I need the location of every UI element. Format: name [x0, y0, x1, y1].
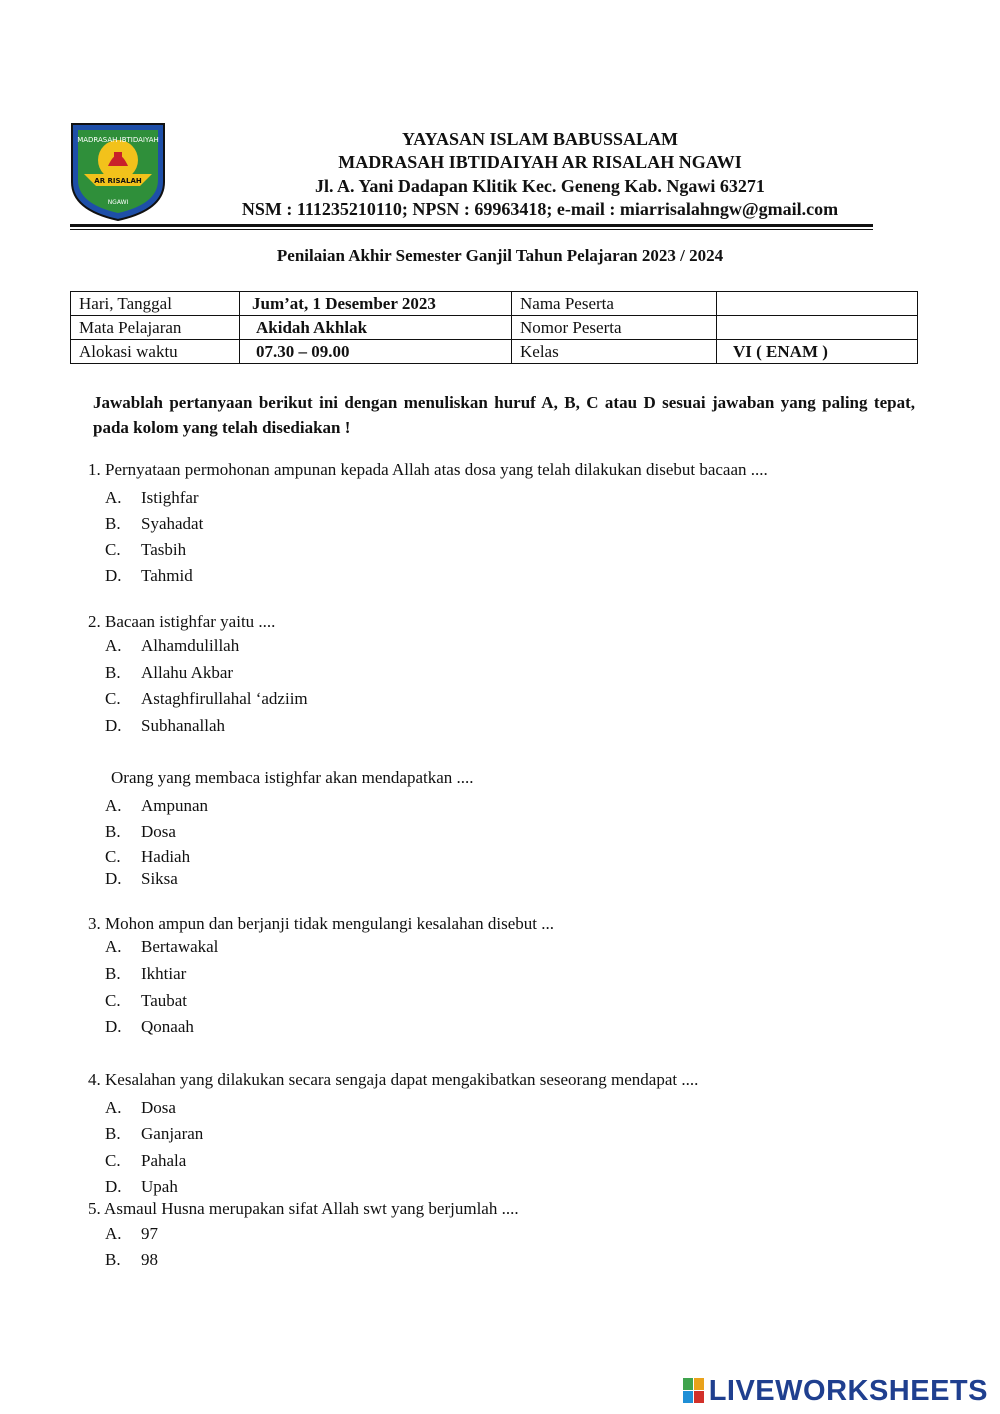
question-text: Orang yang membaca istighfar akan mendapatkan .... [111, 768, 474, 787]
instruction: Jawablah pertanyaan berikut ini dengan menuliskan huruf A, B, C atau D sesuai jawaban yang paling tepat, pada kolom yang telah disediakan ! [93, 393, 915, 437]
answer-option[interactable]: B. Ganjaran [105, 1124, 204, 1143]
participant-name-field[interactable] [717, 292, 918, 316]
answer-option[interactable]: D. Upah [105, 1177, 178, 1196]
table-cell: VI ( ENAM ) [717, 340, 918, 364]
exam-title: Penilaian Akhir Semester Ganjil Tahun Pelajaran 2023 / 2024 [276, 246, 724, 265]
answer-option[interactable]: B. Syahadat [105, 514, 204, 533]
logo-top-text: MADRASAH IBTIDAIYAH [77, 136, 159, 144]
question-text: 4. Kesalahan yang dilakukan secara sengaja dapat mengakibatkan seseorang mendapat .... [88, 1070, 699, 1089]
answer-option[interactable]: D. Qonaah [105, 1017, 194, 1036]
table-cell: Nomor Peserta [512, 316, 717, 340]
question-text: 3. Mohon ampun dan berjanji tidak mengulangi kesalahan disebut ... [88, 914, 554, 933]
answer-option[interactable]: D. Subhanallah [105, 716, 226, 735]
answer-option[interactable]: A. Dosa [105, 1098, 176, 1117]
answer-option[interactable]: A. Bertawakal [105, 937, 219, 956]
answer-option[interactable]: D. Tahmid [105, 566, 193, 585]
answer-option[interactable]: B. Allahu Akbar [105, 663, 234, 682]
question-text: 5. Asmaul Husna merupakan sifat Allah swt yang berjumlah .... [88, 1199, 519, 1218]
answer-option[interactable]: A. Ampunan [105, 796, 209, 815]
answer-option[interactable]: C. Tasbih [105, 540, 187, 559]
table-cell: Akidah Akhlak [240, 316, 512, 340]
answer-option[interactable]: A. Alhamdulillah [105, 636, 240, 655]
answer-option[interactable]: B. Ikhtiar [105, 964, 187, 983]
table-cell: Mata Pelajaran [71, 316, 240, 340]
school-address: Jl. A. Yani Dadapan Klitik Kec. Geneng Kab. Ngawi 63271 [315, 176, 765, 196]
answer-option[interactable]: A. 97 [105, 1224, 158, 1243]
logo-mid-text: AR RISALAH [94, 177, 142, 185]
header-divider [70, 224, 873, 227]
answer-option[interactable]: C. Pahala [105, 1151, 187, 1170]
question-text: 2. Bacaan istighfar yaitu .... [88, 612, 276, 631]
answer-option[interactable]: C. Hadiah [105, 847, 191, 866]
answer-option[interactable]: B. Dosa [105, 822, 176, 841]
answer-option[interactable]: A. Istighfar [105, 488, 199, 507]
exam-info-table [70, 291, 918, 364]
school-identity: NSM : 111235210110; NPSN : 69963418; e-mail : miarrisalahngw@gmail.com [241, 199, 839, 219]
school-logo [70, 122, 166, 222]
table-cell: Jum’at, 1 Desember 2023 [240, 292, 512, 316]
participant-number-field[interactable] [717, 316, 918, 340]
liveworksheets-icon [683, 1378, 705, 1404]
foundation-name: YAYASAN ISLAM BABUSSALAM [401, 129, 679, 149]
table-row [71, 316, 918, 340]
table-cell: Hari, Tanggal [71, 292, 240, 316]
table-row [71, 340, 918, 364]
answer-option[interactable]: D. Siksa [105, 869, 178, 888]
table-row [71, 292, 918, 316]
answer-option[interactable]: C. Taubat [105, 991, 188, 1010]
table-cell: 07.30 – 09.00 [240, 340, 512, 364]
brand-name: LIVEWORKSHEETS [708, 1374, 988, 1407]
liveworksheets-logo [683, 1375, 988, 1407]
question-text: 1. Pernyataan permohonan ampunan kepada Allah atas dosa yang telah dilakukan disebut bacaan .... [88, 460, 768, 479]
school-name: MADRASAH IBTIDAIYAH AR RISALAH NGAWI [338, 152, 742, 172]
table-cell: Nama Peserta [512, 292, 717, 316]
answer-option[interactable]: B. 98 [105, 1250, 158, 1269]
answer-option[interactable]: C. Astaghfirullahal ‘adziim [105, 689, 308, 708]
logo-bottom-text: NGAWI [107, 199, 129, 206]
table-cell: Alokasi waktu [71, 340, 240, 364]
header-divider-thin [70, 229, 873, 230]
table-cell: Kelas [512, 340, 717, 364]
